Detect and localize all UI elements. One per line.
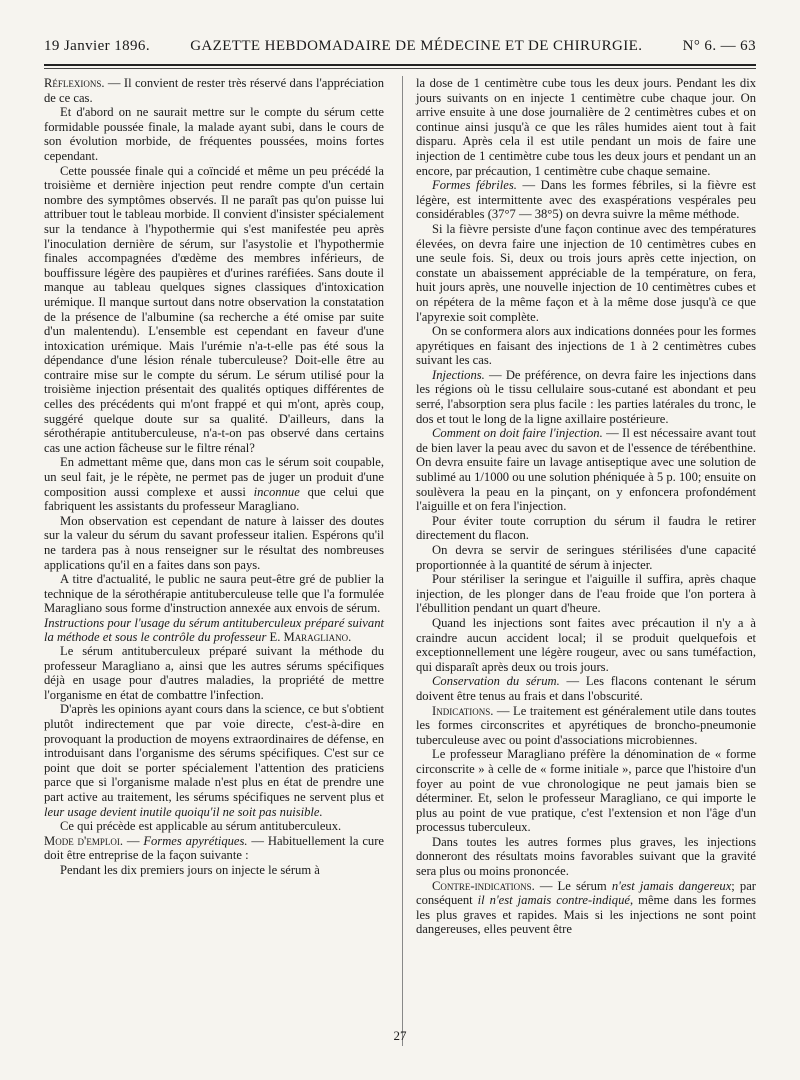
section-head: Mode d'emploi. <box>44 833 123 848</box>
paragraph: Mode d'emploi. — Formes apyrétiques. — Habituellement la cure doit être entreprise de la façon suivante : <box>44 833 385 863</box>
paragraph: Et d'abord on ne saurait mettre sur le compte du sérum cette formidable poussée finale, la malade ayant subi, dans le cours de son évolution morbide, de fréquentes poussées, moins fortes cependant. <box>44 105 384 163</box>
section-head: Indications. <box>432 703 494 718</box>
paragraph: Si la fièvre persiste d'une façon continue avec des températures élevées, on devra faire une injection de 10 centimètres cubes en une seule fois. Si, deux ou trois jours après cette injection, on constate un abaissement appréciable de la température, on fera, huit jours après, une nouvelle injection de 10 centimètres cubes et on répétera de la même façon et à la même dose jusqu'à ce que l'apyrexie soit complète. <box>416 221 756 324</box>
paragraph: Cette poussée finale qui a coïncidé et même un peu précédé la troisième et dernière injection peut rendre compte d'un certain nombre des symptômes observés. Il ne paraît pas qu'on puisse lui attribuer tout le tableau morbide. Il convient d'insister spécialement sur la tendance à l'hypothermie qui s'est manifestée peu après l'inoculation dernière de sérum, sur l'asystolie et l'hypothermie finales accompagnées d'œdème des membres inférieurs, de bouffissure légère des paupières et d'urines raréfiées. Sans doute il manque au tableau quelques signes classiques d'intoxication urémique. Il manque surtout dans notre observation la constatation de la présence de l'albumine (sa recherche a été omise par suite d'un malentendu). L'ensemble est cependant en faveur d'une intoxication urémique. Mais l'urémie n'a-t-elle pas été sous la dépendance d'une lésion rénale tuberculeuse? Doit-elle être au contraire mise sur le compte du sérum. Le sérum utilisé pour la troisième injection présentait des qualités optiques différentes de celles des précédents qui m'ont frappé et qui m'ont, après coup, suggéré quelque doute sur sa qualité. D'ailleurs, dans la sérothérapie antituberculeuse, n'a-t-on pas observé dans certains cas une action fâcheuse sur le filtre rénal? <box>44 163 384 455</box>
paragraph: Comment on doit faire l'injection. — Il est nécessaire avant tout de bien laver la peau avec du savon et de l'essence de térébenthine. On devra ensuite faire un lavage antiseptique avec une solution de sublimé au 1/1000 ou une solution phéniquée à 5 p. 100; ensuite on soulèvera la peau en la pinçant, on y enfoncera profondément l'aiguille et on fera l'injection. <box>416 426 756 514</box>
paragraph: Injections. — De préférence, on devra faire les injections dans les régions où le tissu cellulaire sous-cutané est abondant et peu serré, l'absorption sera plus facile : les parties latérales du tronc, le dos et tout le long de la ligne axillaire postérieure. <box>416 367 756 426</box>
right-column <box>416 76 756 937</box>
header-rule <box>44 64 756 66</box>
paragraph: Pour éviter toute corruption du sérum il faudra le retirer directement du flacon. <box>416 513 756 543</box>
running-header <box>44 38 756 60</box>
paragraph: A titre d'actualité, le public ne saura peut-être gré de publier la technique de la sérothérapie antituberculeuse telle que l'a formulée Maragliano sous forme d'instruction annexée aux envois de sérum. <box>44 572 384 616</box>
paragraph: On devra se servir de seringues stérilisées d'une capacité proportionnée à la quantité de sérum à injecter. <box>416 543 756 572</box>
paragraph: Ce qui précède est applicable au sérum antituberculeux. <box>60 819 342 834</box>
paragraph: En admettant même que, dans mon cas le sérum soit coupable, un seul fait, je le répète, ne permet pas de juger un produit d'une composition aussi complexe et aussi inconnue que celui que fabriquent les assistants du professeur Maragliano. <box>44 455 384 514</box>
paragraph: D'après les opinions ayant cours dans la science, ce but s'obtient plutôt indirectement que par voie directe, c'est-à-dire en provoquant la production de moyens extraordinaires de défense, en introduisant dans l'organisme des sérums spécifiques. C'est sur ce point que doit se porter spécialement l'attention des praticiens parce que si l'organisme malade n'est plus en état de prendre une part active au traitement, les sérums spécifiques ne servent plus et leur usage devient inutile quoiqu'il ne soit pas nuisible. <box>44 702 384 819</box>
paragraph: Pour stériliser la seringue et l'aiguille il suffira, après chaque injection, de les plonger dans de l'eau froide que l'on portera à l'ébullition pendant un quart d'heure. <box>416 572 756 616</box>
paragraph: Contre-indications. — Le sérum n'est jamais dangereux; par conséquent il n'est jamais contre-indiqué, même dans les formes les plus graves et rapides. Mais si les injections ne sont point dangereuses, elles peuvent être <box>416 878 756 937</box>
paragraph: Réflexions. — Il convient de rester très réservé dans l'appréciation de ce cas. <box>44 76 384 105</box>
instructions-title: Instructions pour l'usage du sérum antituberculeux préparé suivant la méthode et sous le contrôle du professeur E. Maragliano. <box>44 615 384 644</box>
paragraph: la dose de 1 centimètre cube tous les deux jours. Pendant les dix jours suivants on en injecte 1 centimètre cube chaque jour. On arrive ensuite à une dose journalière de 2 centimètres cubes et on continue ainsi jusqu'à ce que les râles humides aient tout à fait disparu. Après cela il est utile pendant un mois de faire une injection de 1 centimètre cube tous les deux jours et pendant un an encore, par précaution, 1 centimètre cube chaque semaine. <box>416 76 756 178</box>
section-head: Contre-indications. <box>432 878 535 893</box>
section-head: Réflexions. <box>44 76 105 90</box>
paragraph: Indications. — Le traitement est généralement utile dans toutes les formes circonscrites et apyrétiques de broncho-pneumonie tuberculeuse avec ou point d'associations microbiennes. <box>416 703 756 747</box>
paragraph: Mon observation est cependant de nature à laisser des doutes sur la valeur du sérum du savant professeur italien. Espérons qu'il ne tardera pas à nous renseigner sur le résultat des nombreuses applications qu'il en a faites dans son pays. <box>44 513 384 572</box>
left-column <box>44 76 384 877</box>
header-journal-title: GAZETTE HEBDOMADAIRE DE MÉDECINE ET DE CHIRURGIE. <box>190 38 643 54</box>
paragraph: On se conformera alors aux indications données pour les formes apyrétiques en faisant des injections de 1 à 2 centimètres cubes suivant les cas. <box>416 324 756 368</box>
paragraph: Conservation du sérum. — Les flacons contenant le sérum doivent être tenus au frais et dans l'obscurité. <box>416 674 757 703</box>
paragraph: Dans toutes les autres formes plus graves, les injections donneront des résultats moins favorables suivant que la gravité sera plus ou moins prononcée. <box>416 834 756 879</box>
paragraph: Pendant les dix premiers jours on injecte le sérum à <box>60 862 320 877</box>
paragraph: Quand les injections sont faites avec précaution il n'y a à craindre aucun accident local; il se produit quelquefois et exceptionnellement une légère rougeur, avec ou sans tuméfaction, qui disparaît après deux ou trois jours. <box>416 615 756 674</box>
header-date: 19 Janvier 1896. <box>44 38 150 54</box>
paragraph: Formes fébriles. — Dans les formes fébriles, si la fièvre est légère, est intermittente avec des exaspérations vespérales peu considérables (37°7 — 38°5) on devra suivre la même méthode. <box>416 178 756 222</box>
header-issue-page: N° 6. — 63 <box>682 38 756 54</box>
paragraph: Le sérum antituberculeux préparé suivant la méthode du professeur Maragliano a, ainsi que les autres sérums spécifiques déjà en usage pour d'autres maladies, la propriété de mettre l'organisme en état de combattre l'infection. <box>44 643 384 702</box>
paragraph: Le professeur Maragliano préfère la dénomination de « forme circonscrite » à celle de « forme initiale », parce que l'histoire d'un foyer au point de vue chronologique ne peut jamais bien se déterminer. Et, selon le professeur Maragliano, ce qui importe le plus au point de vue pratique, c'est l'extension et non l'âge d'un processus tuberculeux. <box>416 747 756 835</box>
page-number: 27 <box>393 1028 407 1043</box>
header-rule-thin <box>44 68 756 69</box>
column-divider <box>402 76 403 1046</box>
